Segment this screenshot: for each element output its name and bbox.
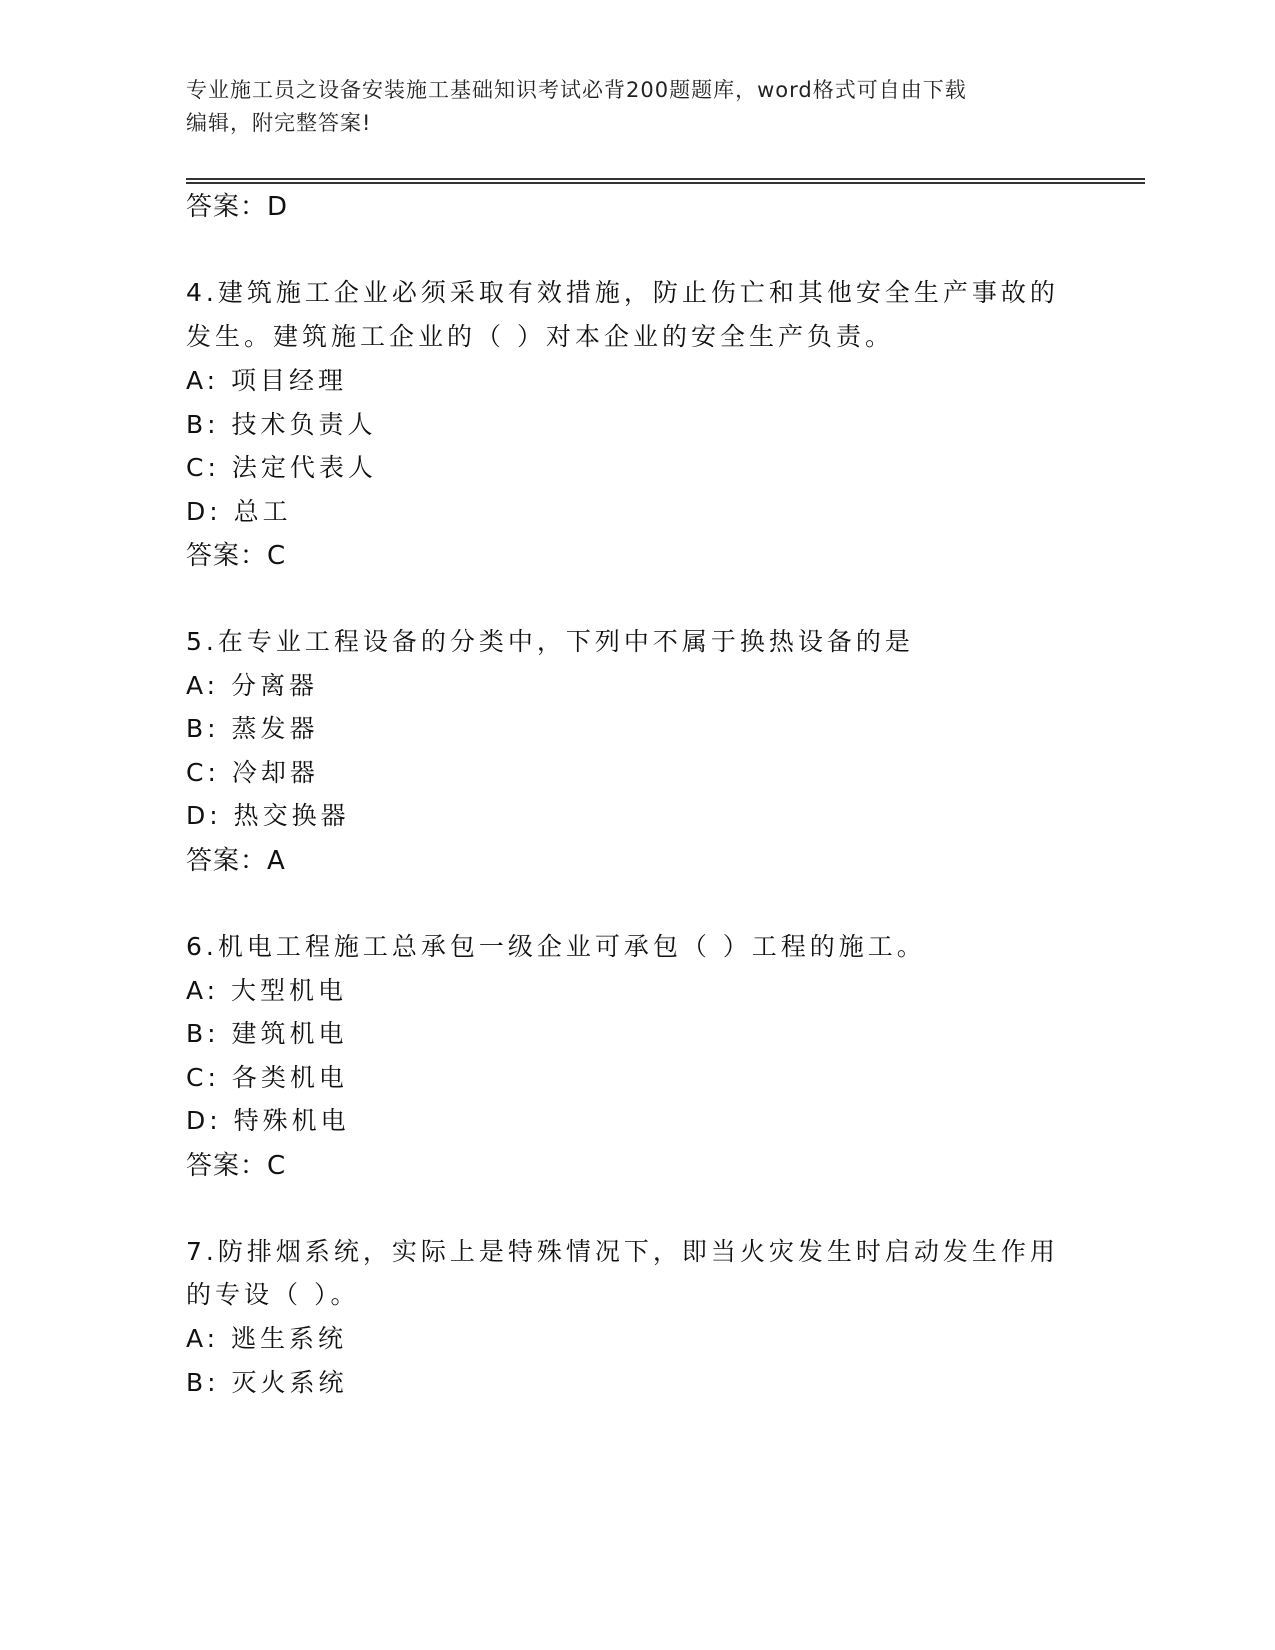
answer-line: 答案：C [186,1151,287,1181]
option-b: B: 蒸发器 [186,714,319,743]
question-stem: 7.防排烟系统，实际上是特殊情况下，即当火灾发生时启动发生作用 [186,1237,1059,1266]
option-c: C: 冷却器 [186,758,319,787]
answer-line: 答案：C [186,541,287,571]
option-b: B: 技术负责人 [186,410,377,439]
option-b: B: 建筑机电 [186,1019,348,1048]
answer-line: 答案：D [186,192,289,222]
option-c: C: 法定代表人 [186,453,377,482]
header-divider-bottom [186,182,1145,184]
question-stem: 5.在专业工程设备的分类中，下列中不属于换热设备的是 [186,627,914,656]
option-a: A: 大型机电 [186,976,348,1005]
option-b: B: 灭火系统 [186,1368,348,1397]
question-stem: 的专设（ ）。 [186,1280,360,1309]
document-header [186,74,1066,140]
header-line-2: 编辑，附完整答案! [186,111,372,135]
header-line-1: 专业施工员之设备安装施工基础知识考试必背200题题库，word格式可自由下载 [186,78,967,102]
question-stem: 4.建筑施工企业必须采取有效措施，防止伤亡和其他安全生产事故的 [186,278,1059,307]
option-a: A: 项目经理 [186,366,348,395]
header-divider-top [186,178,1145,180]
question-stem: 发生。建筑施工企业的（ ）对本企业的安全生产负责。 [186,322,894,351]
option-d: D: 热交换器 [186,801,350,830]
option-c: C: 各类机电 [186,1063,348,1092]
option-a: A: 分离器 [186,671,319,700]
answer-line: 答案：A [186,846,286,876]
option-d: D: 特殊机电 [186,1106,350,1135]
option-d: D: 总工 [186,497,292,526]
option-a: A: 逃生系统 [186,1324,348,1353]
question-stem: 6.机电工程施工总承包一级企业可承包（ ）工程的施工。 [186,932,926,961]
